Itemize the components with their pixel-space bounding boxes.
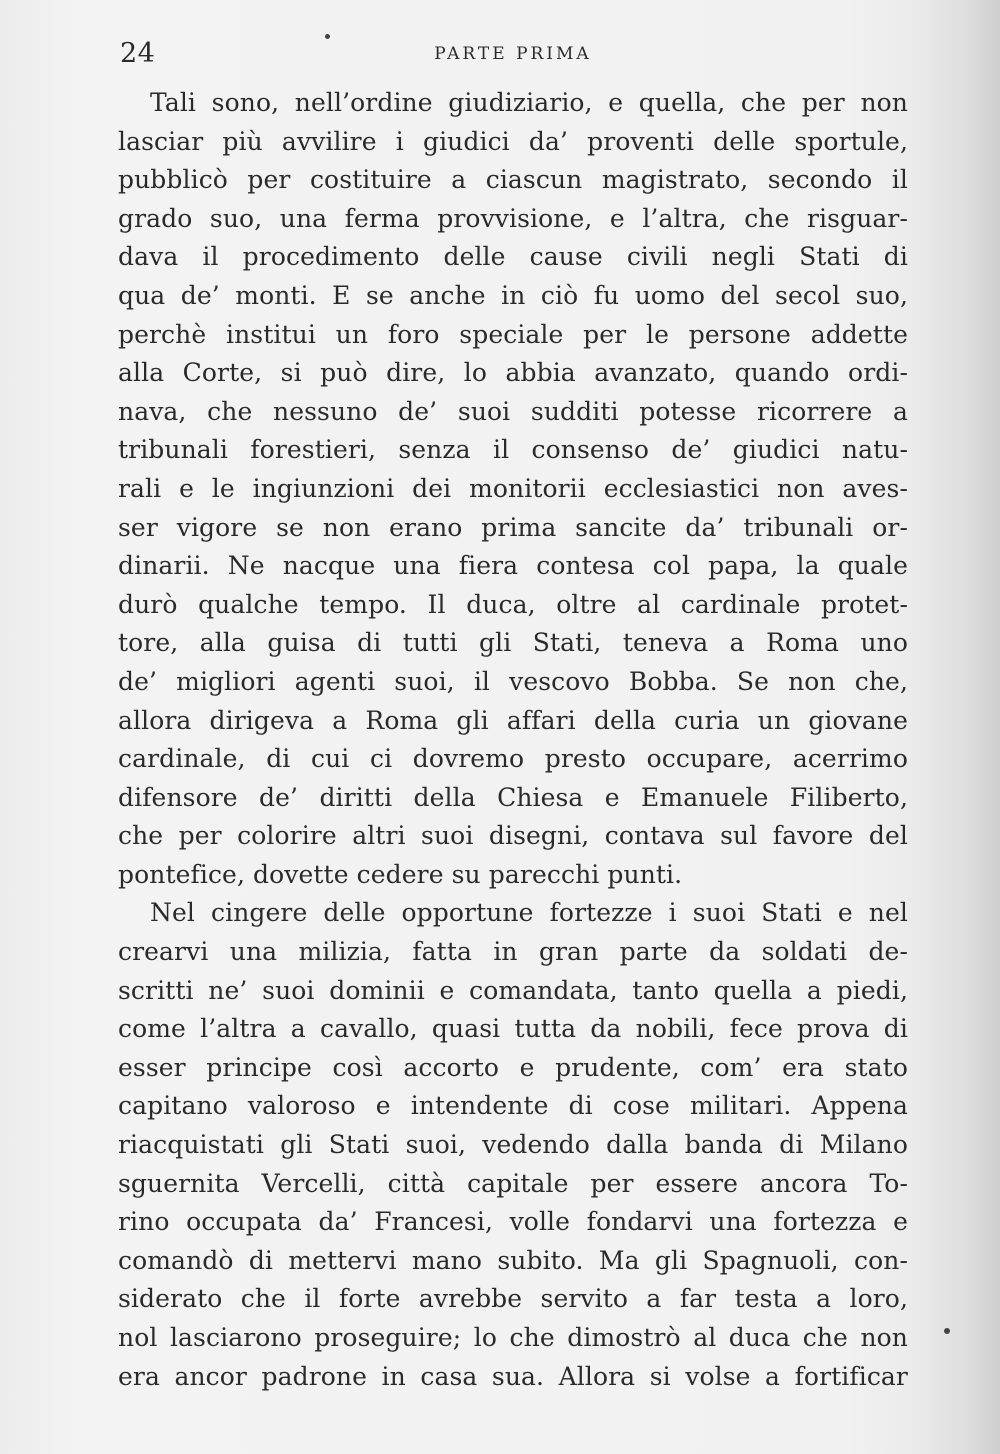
text-line: che per colorire altri suoi disegni, contava sul favore del: [118, 821, 908, 851]
page-header: [118, 38, 908, 78]
text-line: Tali sono, nell’ordine giudiziario, e quella, che per non: [150, 88, 908, 117]
text-line: perchè institui un foro speciale per le persone addette: [118, 319, 908, 349]
paragraph-2: [118, 894, 908, 1396]
paragraph-1: [118, 84, 908, 894]
body-text: [118, 84, 908, 1396]
text-line: tribunali forestieri, senza il consenso de’ giudici natu-: [118, 435, 908, 465]
text-line: tore, alla guisa di tutti gli Stati, teneva a Roma uno: [118, 628, 908, 658]
text-line: lasciar più avvilire i giudici da’ proventi delle sportule,: [118, 126, 908, 156]
text-line: pubblicò per costituire a ciascun magistrato, secondo il: [118, 165, 908, 195]
text-line: Nel cingere delle opportune fortezze i suoi Stati e nel: [150, 898, 908, 928]
text-line: grado suo, una ferma provvisione, e l’altra, che risguar-: [118, 203, 908, 233]
text-line: ser vigore se non erano prima sancite da’ tribunali or-: [118, 512, 908, 542]
text-line: siderato che il forte avrebbe servito a far testa a loro,: [118, 1284, 908, 1314]
text-line: de’ migliori agenti suoi, il vescovo Bobba. Se non che,: [118, 666, 908, 696]
text-line: come l’altra a cavallo, quasi tutta da nobili, fece prova di: [118, 1014, 908, 1044]
text-line: dinarii. Ne nacque una fiera contesa col papa, la quale: [118, 551, 908, 581]
text-line: riacquistati gli Stati suoi, vedendo dalla banda di Milano: [118, 1130, 908, 1160]
text-line: allora dirigeva a Roma gli affari della curia un giovane: [118, 705, 908, 735]
text-line: qua de’ monti. E se anche in ciò fu uomo del secol suo,: [118, 280, 908, 310]
page-number: 24: [120, 38, 156, 69]
text-line: scritti ne’ suoi dominii e comandata, tanto quella a piedi,: [118, 975, 908, 1005]
text-line: durò qualche tempo. Il duca, oltre al cardinale protet-: [118, 589, 908, 619]
text-line: comandò di mettervi mano subito. Ma gli Spagnuoli, con-: [118, 1245, 908, 1275]
text-line: esser principe così accorto e prudente, com’ era stato: [118, 1052, 908, 1082]
running-head: PARTE PRIMA: [434, 44, 592, 64]
text-line: pontefice, dovette cedere su parecchi punti.: [118, 859, 683, 889]
text-line: nava, che nessuno de’ suoi sudditi potesse ricorrere a: [118, 396, 908, 426]
text-line: sguernita Vercelli, città capitale per essere ancora To-: [118, 1168, 908, 1198]
ink-speck: [944, 1328, 950, 1334]
text-line: cardinale, di cui ci dovremo presto occupare, acerrimo: [118, 744, 908, 774]
text-line: dava il procedimento delle cause civili negli Stati di: [118, 242, 908, 272]
page-shadow-edge: [910, 0, 1000, 1454]
text-line: nol lasciarono proseguire; lo che dimostrò al duca che non: [118, 1323, 908, 1352]
text-line: crearvi una milizia, fatta in gran parte da soldati de-: [118, 937, 908, 967]
ink-speck: [325, 34, 330, 39]
text-line: difensore de’ diritti della Chiesa e Emanuele Filiberto,: [118, 782, 908, 812]
text-line: capitano valoroso e intendente di cose militari. Appena: [118, 1091, 908, 1121]
text-line: rali e le ingiunzioni dei monitorii ecclesiastici non aves-: [118, 473, 908, 503]
text-line: rino occupata da’ Francesi, volle fondarvi una fortezza e: [118, 1207, 908, 1237]
text-line: era ancor padrone in casa sua. Allora si volse a fortificar: [118, 1361, 908, 1391]
text-line: alla Corte, si può dire, lo abbia avanzato, quando ordi-: [118, 358, 908, 388]
